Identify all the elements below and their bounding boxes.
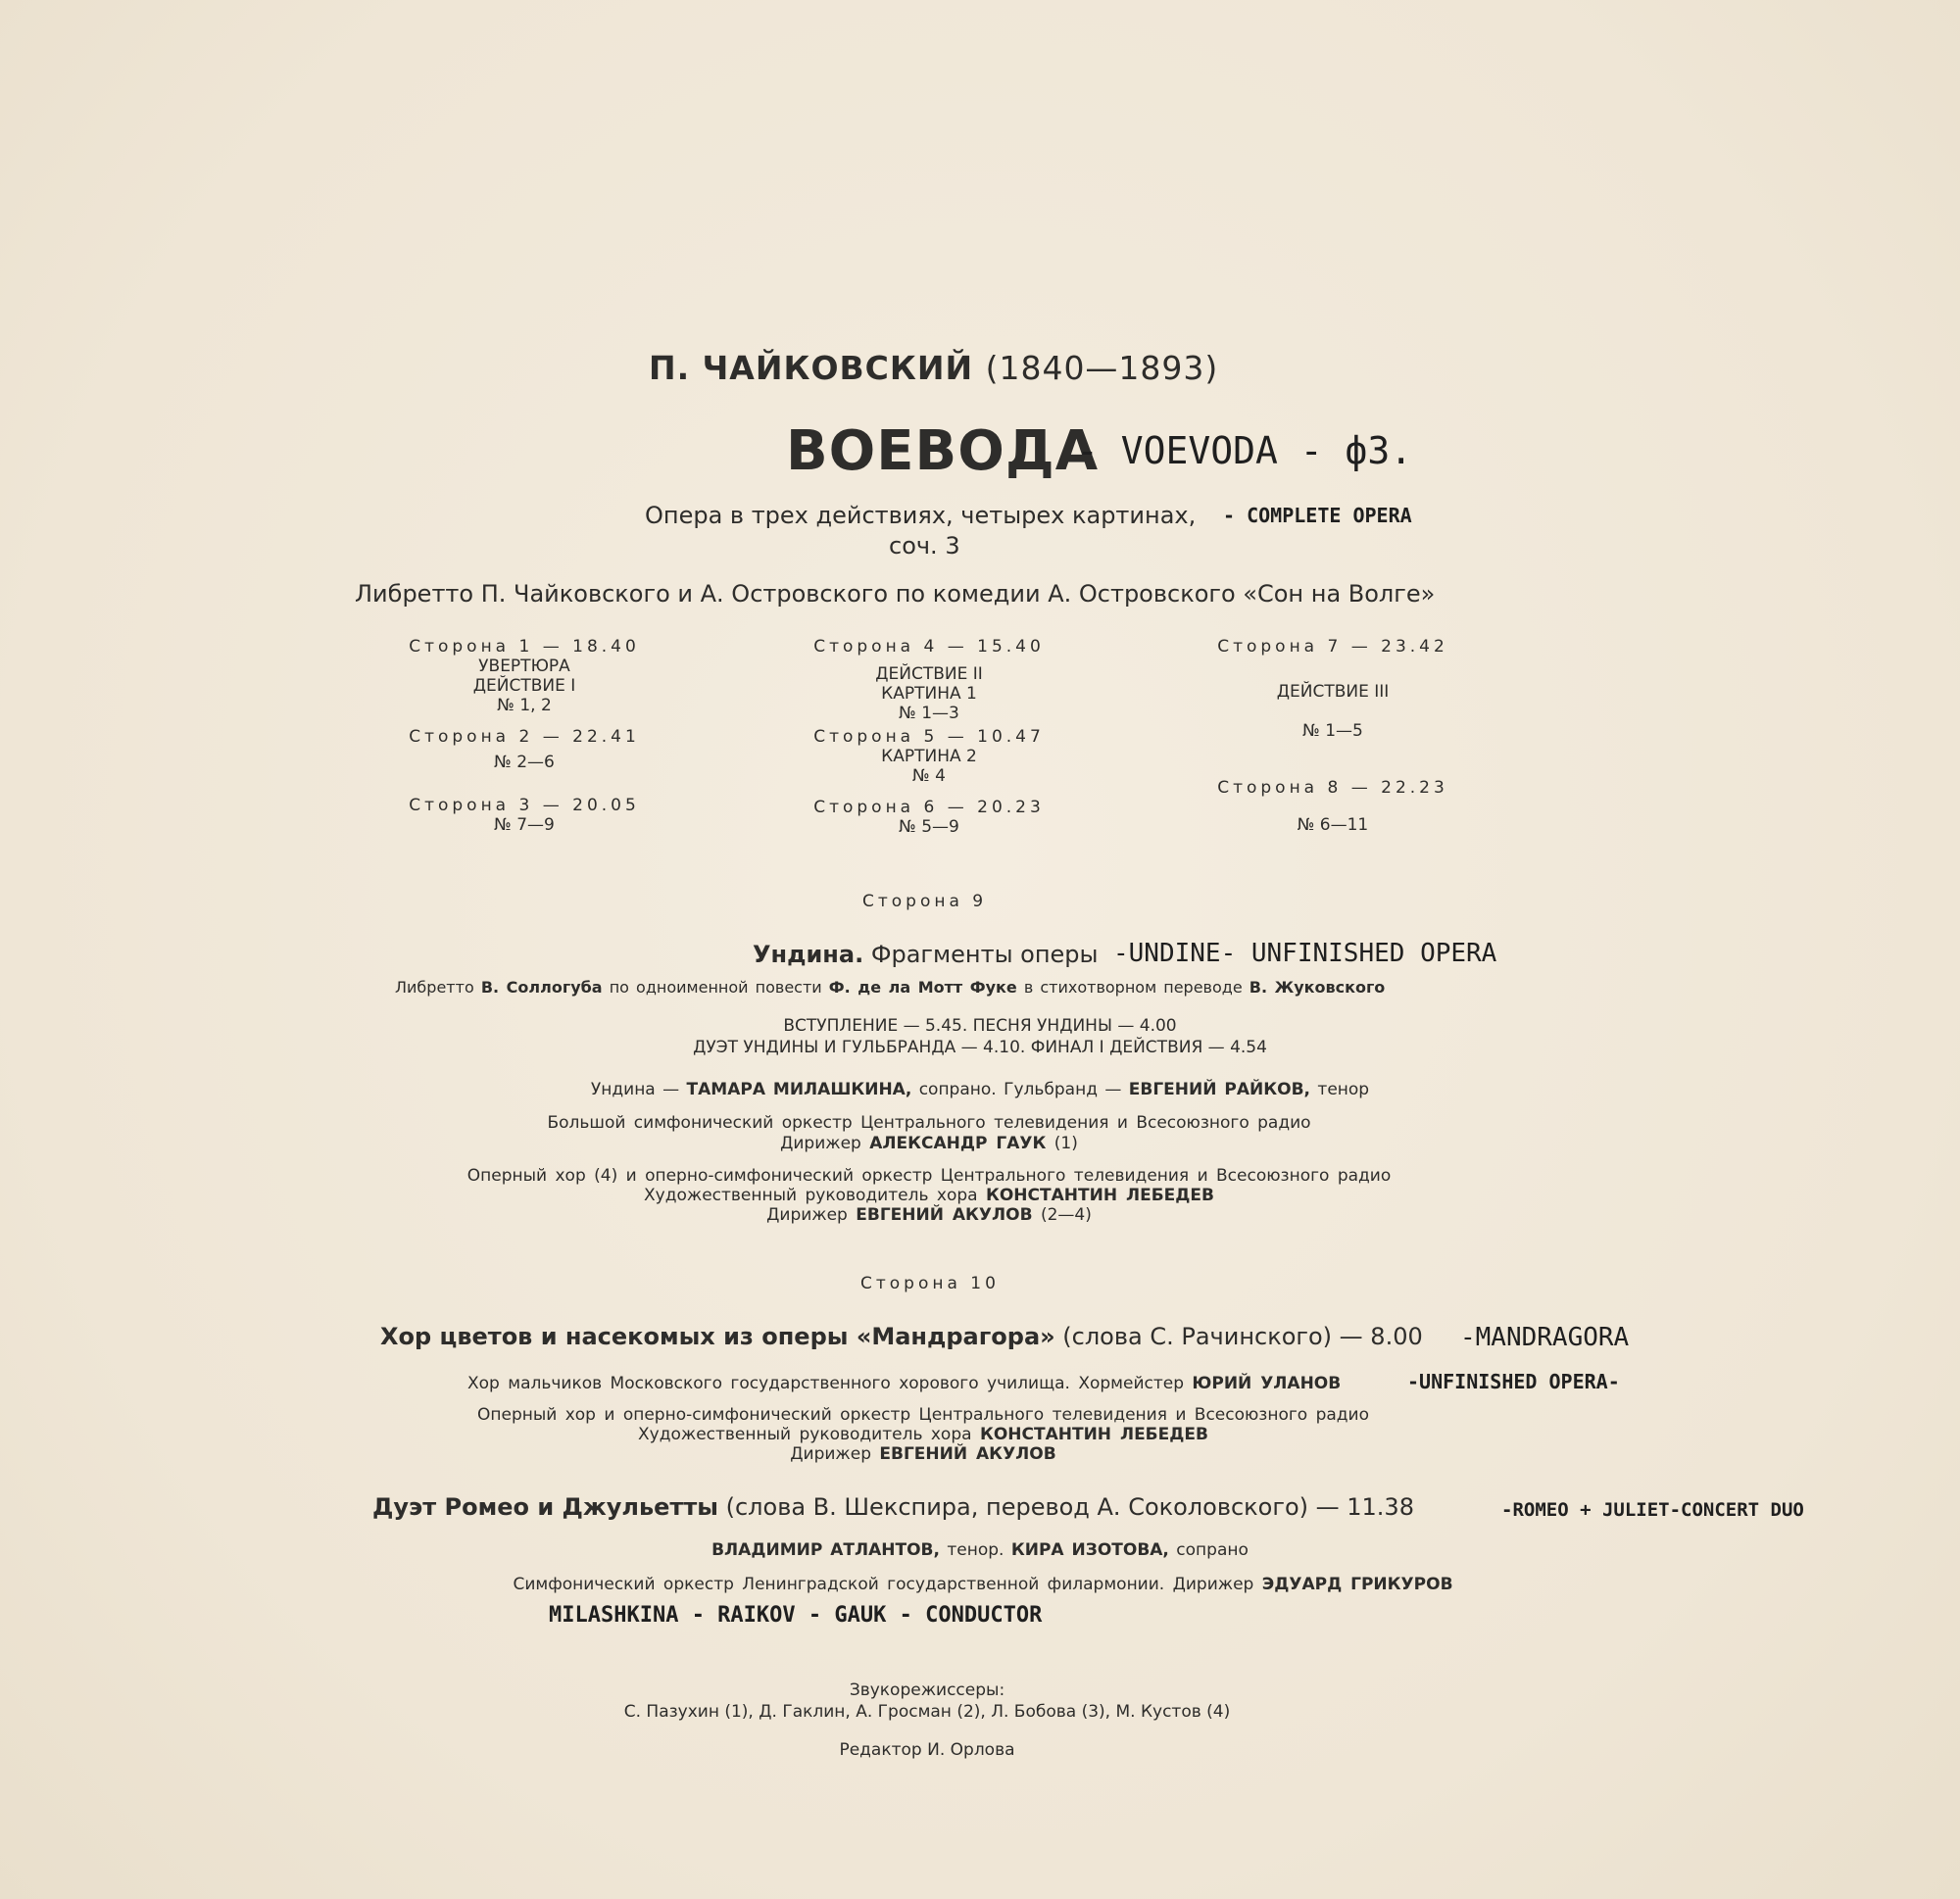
duet-orchestra	[513, 1575, 1452, 1594]
side-4-label: Сторона 4 — 15.40	[813, 637, 1045, 657]
mandragora-orchestra	[477, 1405, 1369, 1464]
cast-text: тенор.	[947, 1540, 1004, 1560]
editor-credit: Редактор И. Орлова	[839, 1740, 1015, 1760]
side-2-label: Сторона 2 — 22.41	[409, 727, 640, 747]
conductor-note: (1)	[1054, 1134, 1078, 1153]
boys-choir-text: Хор мальчиков Московского государственного хорового училища. Хормейстер	[467, 1374, 1184, 1393]
orchestra-line: Большой симфонический оркестр Центрального телевидения и Всесоюзного радио	[547, 1113, 1311, 1133]
chorus-director-name: КОНСТАНТИН ЛЕБЕДЕВ	[979, 1425, 1208, 1444]
side-4-item: КАРТИНА 1	[881, 684, 977, 704]
undine-contents	[693, 1015, 1267, 1058]
undine-title-bold: Ундина.	[753, 941, 864, 968]
libretto-text: в стихотворном переводе	[1023, 978, 1243, 997]
composer-text: П. ЧАЙКОВСКИЙ	[649, 349, 974, 387]
choir-line: Оперный хор и оперно-симфонический оркестр Центрального телевидения и Всесоюзного радио	[476, 1405, 1370, 1425]
duet-title-bold: Дуэт Ромео и Джульетты	[372, 1493, 718, 1521]
libretto-author: Ф. де ла Мотт Фуке	[828, 978, 1017, 997]
engineers-list: С. Пазухин (1), Д. Гаклин, А. Гросман (2), Л. Бобова (3), М. Кустов (4)	[623, 1702, 1231, 1722]
opera-title: ВОЕВОДА	[786, 419, 1100, 483]
side-9-heading: Сторона 9	[862, 892, 988, 911]
sides-column-3	[1217, 637, 1448, 835]
side-1-item: ДЕЙСТВИЕ I	[472, 676, 576, 696]
cast-text: сопрано. Гульбранд —	[918, 1080, 1122, 1099]
handwritten-unfinished-note: -UNFINISHED OPERA-	[1407, 1370, 1620, 1393]
undine-title	[753, 941, 1098, 968]
duet-title-rest: (слова В. Шекспира, перевод А. Соколовского) — 11.38	[725, 1493, 1414, 1521]
side-4-item: ДЕЙСТВИЕ II	[875, 664, 983, 684]
conductor-name: ЕВГЕНИЙ АКУЛОВ	[856, 1205, 1033, 1225]
cast-text: тенор	[1317, 1080, 1370, 1099]
handwritten-romeo-note: -ROMEO + JULIET-CONCERT DUO	[1501, 1499, 1804, 1521]
sides-column-2	[813, 637, 1045, 837]
handwritten-complete-note: - COMPLETE OPERA	[1223, 504, 1412, 527]
libretto-author: В. Соллогуба	[480, 978, 603, 997]
handwritten-voevoda-note: - VOEVODA - ф3.	[1076, 429, 1413, 472]
side-7-label: Сторона 7 — 23.42	[1217, 637, 1448, 657]
handwritten-names-note: MILASHKINA - RAIKOV - GAUK - CONDUCTOR	[549, 1603, 1043, 1628]
cast-singer: ВЛАДИМИР АТЛАНТОВ,	[711, 1540, 940, 1560]
mandragora-title-bold: Хор цветов и насекомых из оперы «Мандрагора»	[380, 1323, 1055, 1350]
side-1-item: № 1, 2	[497, 696, 552, 715]
boys-choir-line	[467, 1374, 1341, 1393]
side-5-item: КАРТИНА 2	[881, 747, 977, 766]
side-7-item: № 1—5	[1302, 721, 1363, 741]
chorus-director-label: Художественный руководитель хора	[638, 1425, 972, 1444]
undine-contents-line: ВСТУПЛЕНИЕ — 5.45. ПЕСНЯ УНДИНЫ — 4.00	[783, 1016, 1177, 1036]
chorus-director-label: Художественный руководитель хора	[644, 1186, 978, 1205]
cast-text: Ундина —	[590, 1080, 680, 1099]
side-1-label: Сторона 1 — 18.40	[409, 637, 640, 657]
libretto-line: Либретто П. Чайковского и А. Островского по комедии А. Островского «Сон на Волге»	[355, 580, 1436, 608]
side-6-item: № 5—9	[899, 817, 959, 837]
libretto-text: Либретто	[395, 978, 474, 997]
side-7-item: ДЕЙСТВИЕ III	[1276, 682, 1390, 702]
undine-orchestra-2	[467, 1166, 1392, 1225]
choir-line: Оперный хор (4) и оперно-симфонический оркестр Центрального телевидения и Всесоюзного радио	[466, 1166, 1392, 1186]
side-3-item: № 7—9	[494, 815, 555, 835]
composer-years: (1840—1893)	[985, 349, 1219, 387]
side-6-label: Сторона 6 — 20.23	[813, 798, 1045, 817]
cast-singer: КИРА ИЗОТОВА,	[1010, 1540, 1169, 1560]
mandragora-title	[380, 1323, 1423, 1350]
conductor-label: Дирижер	[790, 1444, 871, 1464]
cast-singer: ТАМАРА МИЛАШКИНА,	[686, 1080, 912, 1099]
cast-text: сопрано	[1176, 1540, 1249, 1560]
handwritten-mandragora-note: -MANDRAGORA	[1460, 1323, 1630, 1352]
handwritten-undine-note: -UNDINE- UNFINISHED OPERA	[1113, 939, 1497, 968]
duet-cast	[711, 1540, 1249, 1560]
undine-orchestra-1	[547, 1113, 1310, 1154]
conductor-name: ЕВГЕНИЙ АКУЛОВ	[879, 1444, 1056, 1464]
conductor-note: (2—4)	[1040, 1205, 1092, 1225]
conductor-label: Дирижер	[780, 1134, 861, 1153]
engineers-label: Звукорежиссеры:	[849, 1680, 1005, 1700]
choirmaster-name: ЮРИЙ УЛАНОВ	[1192, 1374, 1342, 1393]
side-1-item: УВЕРТЮРА	[478, 657, 570, 676]
side-2-item: № 2—6	[494, 753, 555, 772]
side-8-item: № 6—11	[1297, 815, 1369, 835]
undine-title-rest: Фрагменты оперы	[870, 941, 1099, 968]
undine-libretto	[395, 978, 1385, 997]
side-4-item: № 1—3	[899, 704, 959, 723]
sides-column-1	[409, 637, 640, 835]
conductor-label: Дирижер	[766, 1205, 848, 1225]
conductor-name: АЛЕКСАНДР ГАУК	[869, 1134, 1047, 1153]
sound-engineers	[624, 1680, 1231, 1723]
mandragora-title-rest: (слова С. Рачинского) — 8.00	[1062, 1323, 1423, 1350]
composer-name	[649, 349, 1218, 387]
side-5-item: № 4	[912, 766, 946, 786]
side-10-heading: Сторона 10	[860, 1274, 1000, 1293]
undine-contents-line: ДУЭТ УНДИНЫ И ГУЛЬБРАНДА — 4.10. ФИНАЛ I ДЕЙСТВИЯ — 4.54	[693, 1038, 1267, 1057]
libretto-author: В. Жуковского	[1249, 978, 1386, 997]
romeo-juliet-title	[372, 1493, 1414, 1521]
opus-number: соч. 3	[889, 532, 960, 560]
side-5-label: Сторона 5 — 10.47	[813, 727, 1045, 747]
cast-singer: ЕВГЕНИЙ РАЙКОВ,	[1128, 1080, 1311, 1099]
conductor-name: ЭДУАРД ГРИКУРОВ	[1261, 1575, 1453, 1594]
opera-subtitle: Опера в трех действиях, четырех картинах,	[645, 502, 1197, 529]
orchestra-line: Симфонический оркестр Ленинградской государственной филармонии. Дирижер	[513, 1575, 1254, 1594]
side-8-label: Сторона 8 — 22.23	[1217, 778, 1448, 798]
side-3-label: Сторона 3 — 20.05	[409, 796, 640, 815]
libretto-text: по одноименной повести	[609, 978, 822, 997]
undine-cast	[591, 1080, 1369, 1099]
chorus-director-name: КОНСТАНТИН ЛЕБЕДЕВ	[985, 1186, 1214, 1205]
